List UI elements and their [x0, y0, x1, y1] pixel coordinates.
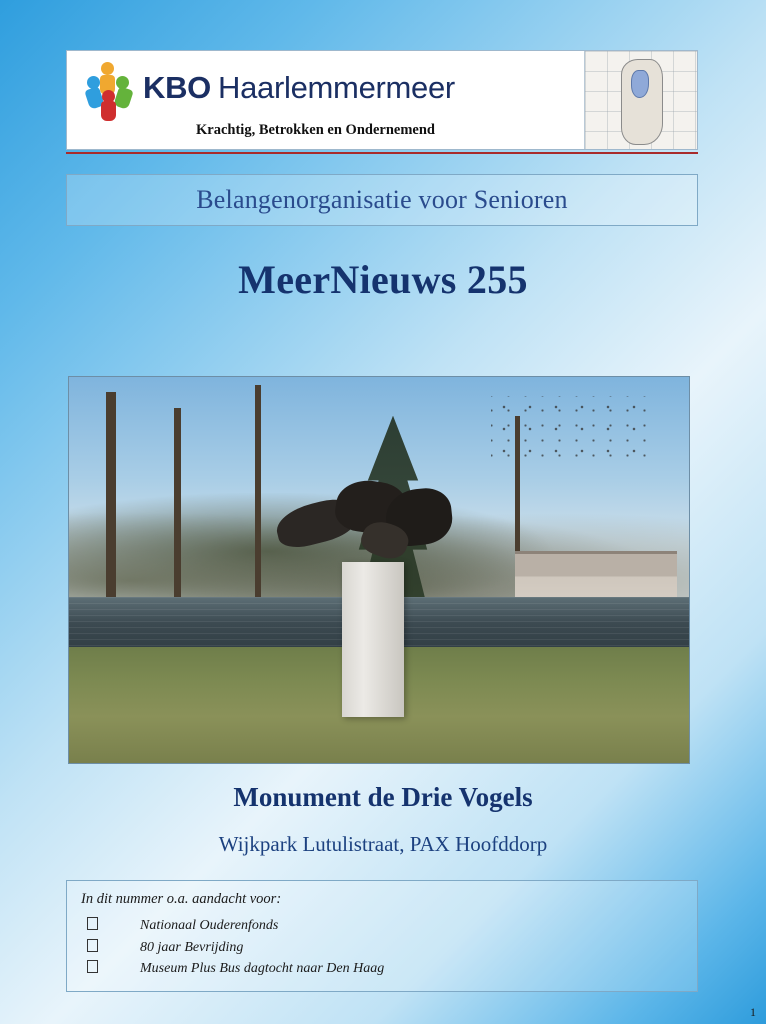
contents-list — [81, 915, 683, 980]
contents-title: In dit nummer o.a. aandacht voor: — [81, 891, 282, 907]
brand-tagline: Krachtig, Betrokken en Ondernemend — [196, 121, 435, 138]
kbo-people-icon — [87, 62, 133, 114]
sculpture-plinth — [342, 562, 404, 716]
square-bullet-icon — [87, 917, 98, 930]
cover-photo — [68, 376, 690, 764]
brand-primary: KBO — [143, 70, 211, 105]
list-item — [81, 958, 683, 980]
map-icon — [584, 51, 697, 149]
list-item-label: Museum Plus Bus dagtocht naar Den Haag — [140, 961, 385, 977]
brand-secondary: Haarlemmermeer — [218, 70, 455, 105]
square-bullet-icon — [87, 939, 98, 952]
photo-caption-title: Monument de Drie Vogels — [233, 782, 533, 812]
contents-box — [66, 880, 698, 992]
subtitle-text: Belangenorganisatie voor Senioren — [196, 185, 568, 214]
square-bullet-icon — [87, 960, 98, 973]
sculpture-birds — [274, 477, 464, 570]
header-logo-band — [66, 50, 698, 150]
list-item-label: Nationaal Ouderenfonds — [140, 918, 279, 933]
subtitle-bar — [66, 174, 698, 226]
kbo-wordmark — [143, 72, 455, 103]
header-divider — [66, 152, 698, 154]
page-number: 1 — [750, 1005, 756, 1019]
photo-caption-location: Wijkpark Lutulistraat, PAX Hoofddorp — [218, 832, 548, 856]
page-title: MeerNieuws 255 — [238, 257, 528, 302]
logo-area — [67, 51, 584, 149]
list-item — [81, 937, 683, 959]
list-item — [81, 915, 683, 937]
list-item-label: 80 jaar Bevrijding — [140, 939, 244, 955]
